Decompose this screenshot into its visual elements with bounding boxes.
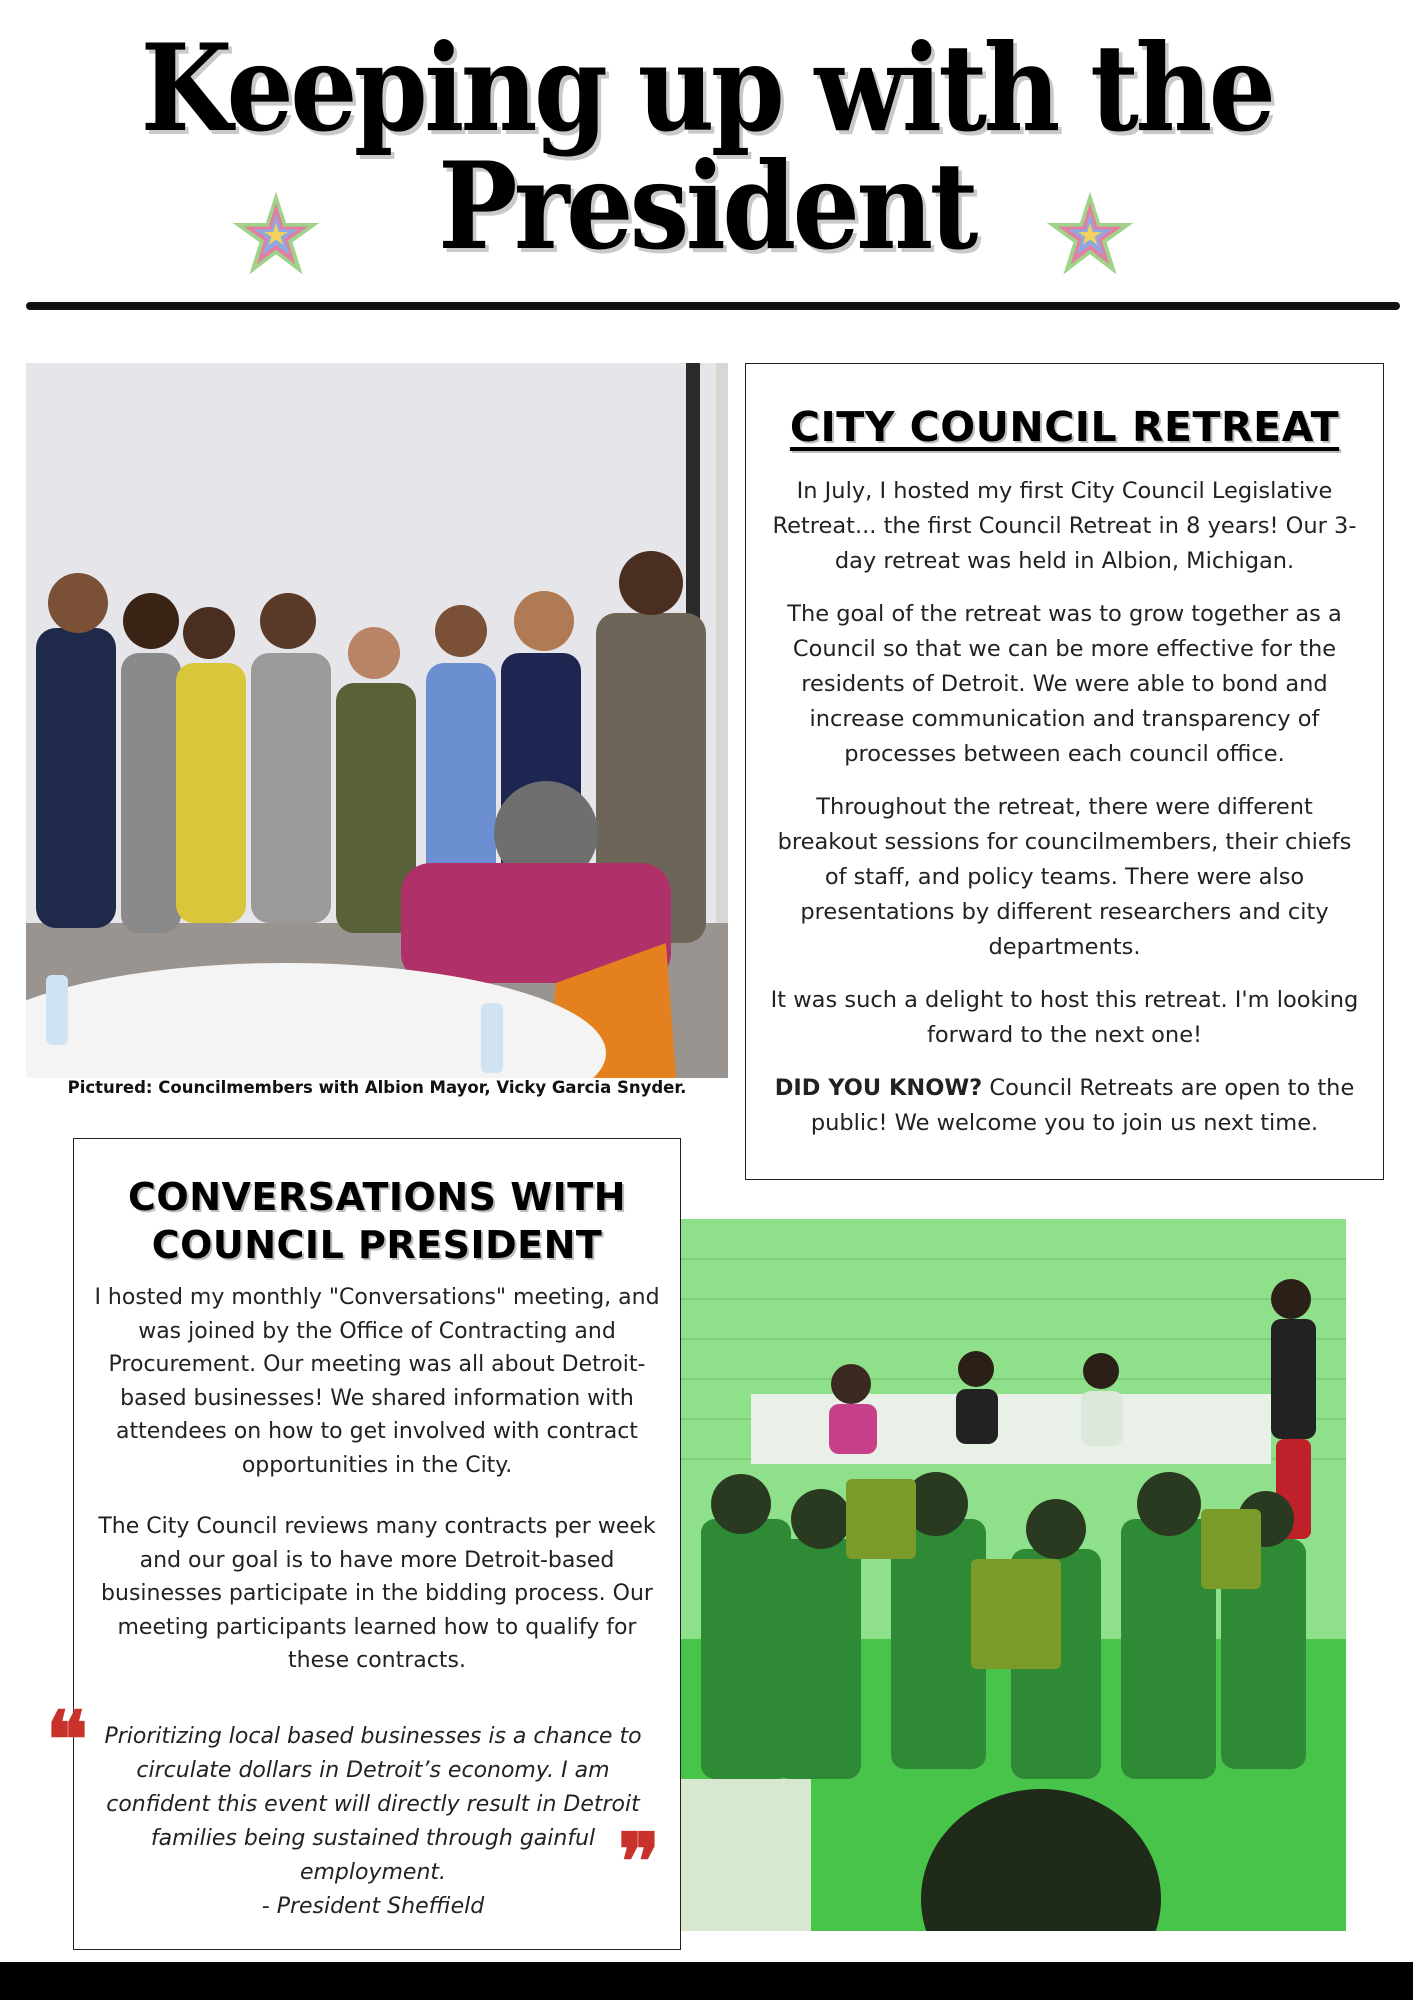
open-quote-icon: ❝ <box>46 1695 88 1786</box>
retreat-group-photo <box>26 363 728 1078</box>
quote-attribution: - President Sheffield <box>261 1894 485 1919</box>
masthead-divider <box>26 302 1400 310</box>
close-quote-icon: ❞ <box>618 1817 660 1908</box>
retreat-photo-caption: Pictured: Councilmembers with Albion Mayor, Vicky Garcia Snyder. <box>67 1078 687 1097</box>
did-you-know-label: DID YOU KNOW? <box>774 1075 983 1101</box>
masthead <box>0 18 1413 277</box>
conversations-title-line2: COUNCIL PRESIDENT <box>151 1223 603 1267</box>
retreat-paragraph: Throughout the retreat, there were different breakout sessions for councilmembers, their chiefs of staff, and policy teams. There were also presentations by different researchers and city departments. <box>777 794 1352 960</box>
retreat-article <box>745 363 1384 1180</box>
conversations-paragraph: I hosted my monthly "Conversations" meeting, and was joined by the Office of Contracting and Procurement. Our meeting was all about Detroit-based businesses! We shared information with attendees on how to get involved with contract opportunities in the City. <box>94 1285 660 1478</box>
retreat-title: CITY COUNCIL RETREAT <box>789 403 1340 451</box>
conversations-event-photo <box>681 1219 1346 1931</box>
star-icon <box>230 188 322 280</box>
retreat-paragraph: The goal of the retreat was to grow together as a Council so that we can be more effective for the residents of Detroit. We were able to bond and increase communication and transparency of processes between each council office. <box>787 601 1342 767</box>
footer-bar <box>0 1962 1413 2000</box>
retreat-paragraph: It was such a delight to host this retreat. I'm looking forward to the next one! <box>770 987 1359 1048</box>
masthead-title-line2: President <box>438 136 975 277</box>
conversations-paragraph: The City Council reviews many contracts per week and our goal is to have more Detroit-based businesses participate in the bidding process. Our meeting participants learned how to qualify for these contracts. <box>98 1514 656 1673</box>
president-quote <box>92 1720 654 1924</box>
star-icon <box>1044 188 1136 280</box>
retreat-paragraph: In July, I hosted my first City Council Legislative Retreat... the first Council Retreat in 8 years! Our 3-day retreat was held in Albion, Michigan. <box>772 478 1357 574</box>
conversations-title <box>74 1173 680 1269</box>
quote-text: Prioritizing local based businesses is a chance to circulate dollars in Detroit’s economy. I am confident this event will directly result in Detroit families being sustained through gainful employment. <box>104 1724 642 1885</box>
did-you-know-text: Council Retreats are open to the public! We welcome you to join us next time. <box>810 1075 1355 1136</box>
did-you-know <box>768 1071 1361 1141</box>
conversations-title-line1: CONVERSATIONS WITH <box>128 1175 626 1219</box>
masthead-title-line1: Keeping up with the <box>140 18 1273 159</box>
